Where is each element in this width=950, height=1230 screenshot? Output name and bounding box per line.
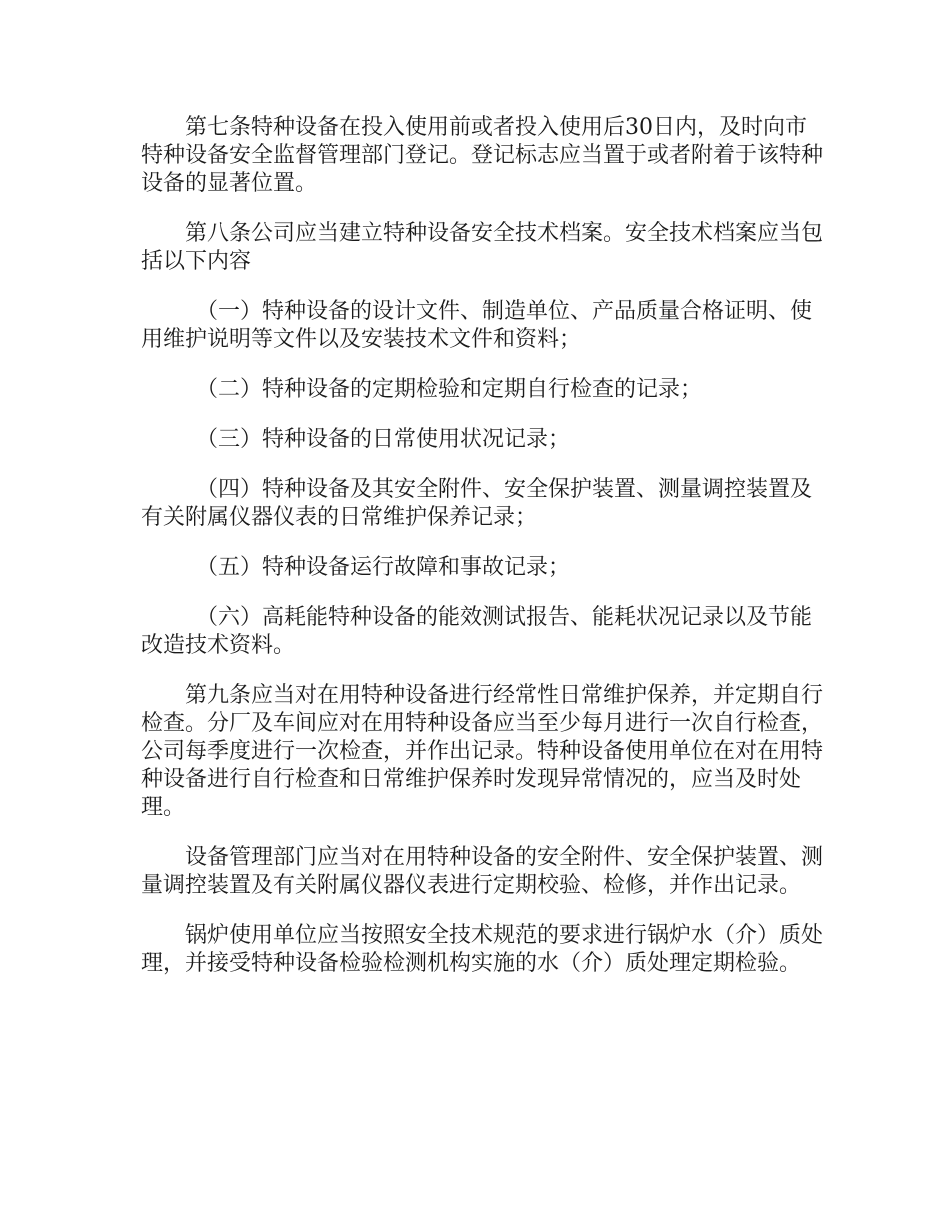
paragraph-article-9: 第九条应当对在用特种设备进行经常性日常维护保养，并定期自行检查。分厂及车间应对在用特种设备应当至少每月进行一次自行检查，公司每季度进行一次检查，并作出记录。特种设备使用单位在对在用特种设备进行自行检查和日常维护保养时发现异常情况的，应当及时处理。: [141, 683, 824, 820]
document-body: [141, 114, 825, 1000]
list-item-6: （六）高耗能特种设备的能效测试报告、能耗状况记录以及节能改造技术资料。: [141, 605, 813, 658]
paragraph-article-8: 第八条公司应当建立特种设备安全技术档案。安全技术档案应当包括以下内容: [141, 221, 824, 274]
list-item-3: （三）特种设备的日常使用状况记录；: [196, 427, 571, 452]
list-item-1: （一）特种设备的设计文件、制造单位、产品质量合格证明、使用维护说明等文件以及安装技术文件和资料；: [141, 299, 813, 352]
list-item-5: （五）特种设备运行故障和事故记录；: [196, 555, 571, 580]
list-item-2: （二）特种设备的定期检验和定期自行检查的记录；: [196, 377, 703, 402]
paragraph-article-7: 第七条特种设备在投入使用前或者投入使用后30日内，及时向市特种设备安全监督管理部门登记。登记标志应当置于或者附着于该特种设备的显著位置。: [141, 115, 824, 196]
paragraph-boiler-water-treatment: 锅炉使用单位应当按照安全技术规范的要求进行锅炉水（介）质处理，并接受特种设备检验检测机构实施的水（介）质处理定期检验。: [141, 923, 824, 976]
list-item-4: （四）特种设备及其安全附件、安全保护装置、测量调控装置及有关附属仪器仪表的日常维护保养记录；: [141, 477, 813, 530]
paragraph-equipment-management: 设备管理部门应当对在用特种设备的安全附件、安全保护装置、测量调控装置及有关附属仪器仪表进行定期校验、检修，并作出记录。: [141, 845, 824, 898]
